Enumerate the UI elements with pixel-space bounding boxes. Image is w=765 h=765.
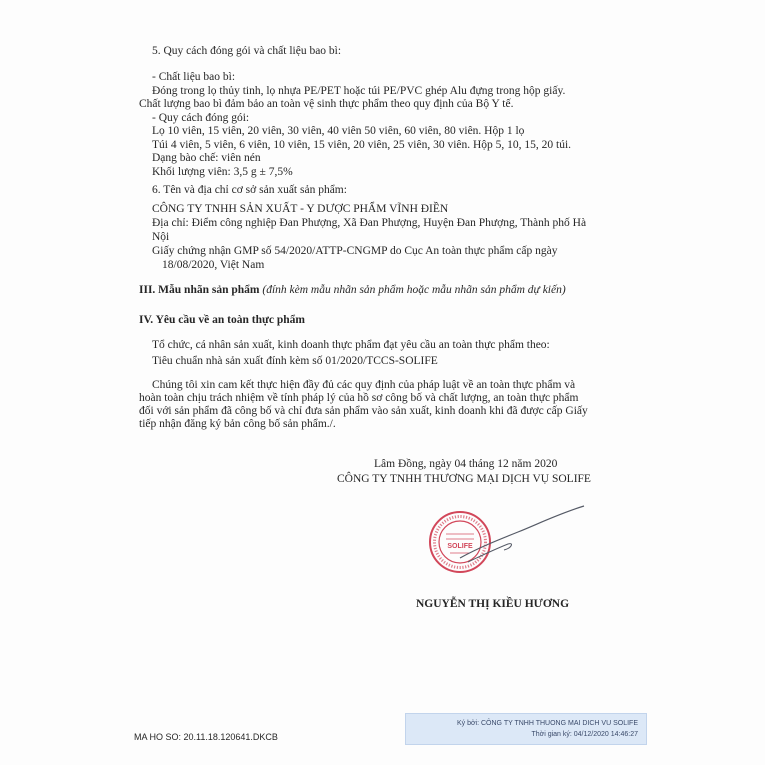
material-label: - Chất liệu bao bì: bbox=[152, 71, 236, 83]
section-3-note: (đính kèm mẫu nhãn sản phẩm hoặc mẫu nhãn sản phẩm dự kiến) bbox=[262, 284, 566, 296]
material-line-1: Đóng trong lọ thủy tinh, lọ nhựa PE/PET hoặc túi PE/PVC ghép Alu đựng trong hộp giấy. bbox=[152, 85, 566, 97]
closing-company: CÔNG TY TNHH THƯƠNG MẠI DỊCH VỤ SOLIFE bbox=[337, 473, 591, 485]
section-4-line-2: Tiêu chuẩn nhà sản xuất đính kèm số 01/2020/TCCS-SOLIFE bbox=[152, 355, 438, 367]
gmp-line-2: 18/08/2020, Việt Nam bbox=[162, 259, 265, 271]
section-6-heading: 6. Tên và địa chỉ cơ sở sản xuất sản phẩm: bbox=[152, 184, 347, 196]
material-line-2: Chất lượng bao bì đảm bảo an toàn vệ sinh thực phẩm theo quy định của Bộ Y tế. bbox=[139, 98, 514, 110]
packing-label: - Quy cách đóng gói: bbox=[152, 112, 250, 124]
manufacturer-name: CÔNG TY TNHH SẢN XUẤT - Y DƯỢC PHẨM VĨNH ĐIỀN bbox=[152, 203, 449, 215]
commitment-line-4: tiếp nhận đăng ký bản công bố sản phẩm./. bbox=[139, 418, 336, 430]
stamp-text: SOLIFE bbox=[447, 543, 473, 550]
commitment-line-2: hoàn toàn chịu trách nhiệm về tính pháp lý của hồ sơ công bố và chất lượng, an toàn thực phẩm bbox=[139, 392, 579, 404]
commitment-line-1: Chúng tôi xin cam kết thực hiện đầy đủ các quy định của pháp luật về an toàn thực phẩm và bbox=[152, 379, 576, 391]
file-code: MA HO SO: 20.11.18.120641.DKCB bbox=[134, 732, 278, 742]
signer-name: NGUYỄN THỊ KIỀU HƯƠNG bbox=[416, 598, 570, 610]
signed-time: Thời gian ký: 04/12/2020 14:46:27 bbox=[531, 731, 638, 738]
section-4-line-1: Tổ chức, cá nhân sản xuất, kinh doanh thực phẩm đạt yêu cầu an toàn thực phẩm theo: bbox=[152, 339, 550, 351]
signature-mark bbox=[438, 500, 588, 575]
section-3-heading: III. Mẫu nhãn sản phẩm bbox=[139, 284, 260, 296]
section-5-heading: 5. Quy cách đóng gói và chất liệu bao bì: bbox=[152, 45, 342, 57]
manufacturer-address-2: Nội bbox=[152, 231, 170, 243]
section-4-heading: IV. Yêu cầu về an toàn thực phẩm bbox=[139, 314, 306, 326]
dosage-form: Dạng bào chế: viên nén bbox=[152, 152, 261, 164]
packing-line-2: Túi 4 viên, 5 viên, 6 viên, 10 viên, 15 viên, 20 viên, 25 viên, 30 viên. Hộp 5, 10, 15, 20 túi. bbox=[152, 139, 572, 151]
gmp-line-1: Giấy chứng nhận GMP số 54/2020/ATTP-CNGMP do Cục An toàn thực phẩm cấp ngày bbox=[152, 245, 558, 257]
commitment-line-3: đối với sản phẩm đã công bố và chỉ đưa sản phẩm vào sản xuất, kinh doanh khi đã được cấp Giấy bbox=[139, 405, 588, 417]
section-3-line bbox=[139, 283, 566, 297]
signed-by: Ký bởi: CÔNG TY TNHH THUONG MAI DICH VU SOLIFE bbox=[456, 720, 638, 727]
tablet-weight: Khối lượng viên: 3,5 g ± 7,5% bbox=[152, 166, 293, 178]
place-date: Lâm Đồng, ngày 04 tháng 12 năm 2020 bbox=[374, 458, 558, 470]
manufacturer-address-1: Địa chỉ: Điểm công nghiệp Đan Phượng, Xã Đan Phượng, Huyện Đan Phượng, Thành phố Hà bbox=[152, 217, 587, 229]
packing-line-1: Lọ 10 viên, 15 viên, 20 viên, 30 viên, 40 viên 50 viên, 60 viên, 80 viên. Hộp 1 lọ bbox=[152, 125, 525, 137]
digital-signature-box bbox=[405, 713, 647, 745]
